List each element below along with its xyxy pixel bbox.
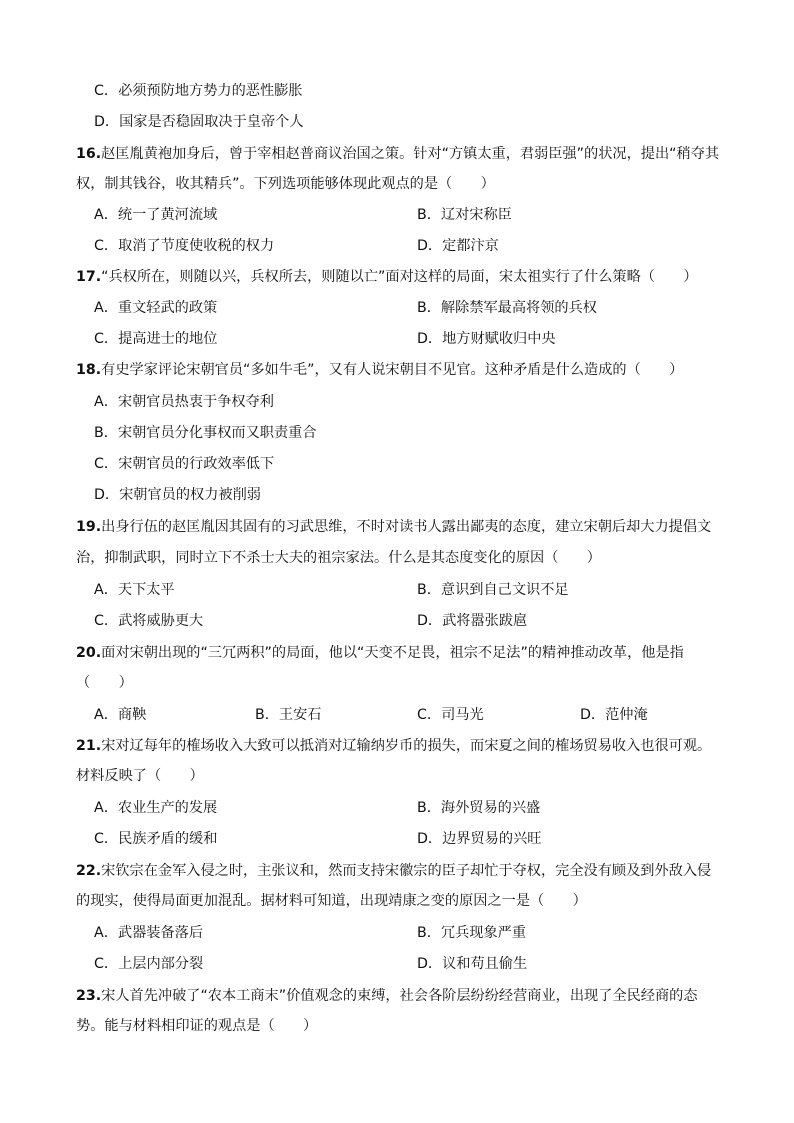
question-number: 16. — [76, 146, 102, 162]
q22-option-a: A．武器装备落后 — [94, 925, 204, 941]
question-text: 宋人首先冲破了“农本工商末”价值观念的束缚，社会各阶层纷纷经营商业，出现了全民经商的态 — [101, 988, 698, 1004]
q22-option-c: C．上层内部分裂 — [94, 956, 204, 972]
q21-option-c: C．民族矛盾的缓和 — [94, 831, 218, 847]
q21-option-b: B．海外贸易的兴盛 — [417, 800, 541, 816]
q19-option-a: A．天下太平 — [94, 582, 175, 598]
q22-option-d: D．议和苟且偷生 — [417, 956, 528, 972]
option-d-prev: D．国家是否稳固取决于皇帝个人 — [94, 114, 304, 130]
question-17-line-1 — [76, 267, 698, 287]
q20-option-b: B．王安石 — [255, 707, 322, 723]
q17-option-c: C．提高进士的地位 — [94, 331, 218, 347]
question-number: 22. — [76, 863, 102, 879]
question-22-line-1 — [76, 861, 711, 881]
q17-option-d: D．地方财赋收归中央 — [417, 331, 556, 347]
question-text: 赵匡胤黄袍加身后，曾于宰相赵普商议治国之策。针对“方镇太重，君弱臣强”的状况，提出“稍夺其 — [101, 146, 720, 162]
question-text: “兵权所在，则随以兴，兵权所去，则随以亡”面对这样的局面，宋太祖实行了什么策略（ ） — [101, 269, 698, 285]
q20-option-d: D．范仲淹 — [580, 707, 648, 723]
q21-option-d: D．边界贸易的兴旺 — [417, 831, 542, 847]
q19-option-c: C．武将威胁更大 — [94, 613, 204, 629]
q19-option-b: B．意识到自己文识不足 — [417, 582, 569, 598]
question-text: 宋对辽每年的榷场收入大致可以抵消对辽输纳岁币的损失，而宋夏之间的榷场贸易收入也很可观。 — [101, 738, 712, 754]
question-number: 23. — [76, 988, 102, 1004]
question-23-line-2: 势。能与材料相印证的观点是（ ） — [76, 1018, 318, 1034]
q19-option-d: D．武将嚣张跋扈 — [417, 613, 528, 629]
question-text: 面对宋朝出现的“三冗两积”的局面，他以“天变不足畏，祖宗不足法”的精神推动改革，他是指 — [101, 645, 684, 661]
q16-option-d: D．定都汴京 — [417, 238, 499, 254]
q18-option-c: C．宋朝官员的行政效率低下 — [94, 456, 275, 472]
q16-option-b: B．辽对宋称臣 — [417, 207, 512, 223]
question-number: 18. — [76, 362, 102, 378]
question-18-line-1 — [76, 360, 683, 380]
question-19-line-1 — [76, 517, 711, 537]
question-number: 21. — [76, 738, 102, 754]
q18-option-a: A．宋朝官员热衷于争权夺利 — [94, 394, 274, 410]
q16-option-a: A．统一了黄河流域 — [94, 207, 218, 223]
option-c-prev: C．必须预防地方势力的恶性膨胀 — [94, 83, 303, 99]
q18-option-b: B．宋朝官员分化事权而又职责重合 — [94, 425, 317, 441]
q22-option-b: B．冗兵现象严重 — [417, 925, 527, 941]
question-22-line-2: 的现实，使得局面更加混乱。据材料可知道，出现靖康之变的原因之一是（ ） — [76, 893, 587, 909]
question-16-line-1 — [76, 144, 719, 164]
question-text: 出身行伍的赵匡胤因其固有的习武思维，不时对读书人露出鄙夷的态度，建立宋朝后却大力提倡文 — [101, 519, 712, 535]
question-text: 有史学家评论宋朝官员“多如牛毛”，又有人说宋朝目不见官。这种矛盾是什么造成的（ ） — [101, 362, 684, 378]
question-20-line-2: （ ） — [76, 675, 133, 691]
question-number: 20. — [76, 645, 102, 661]
q16-option-c: C．取消了节度使收税的权力 — [94, 238, 275, 254]
q17-option-b: B．解除禁军最高将领的兵权 — [417, 300, 597, 316]
q20-option-c: C．司马光 — [417, 707, 484, 723]
question-number: 19. — [76, 519, 102, 535]
question-16-line-2: 权，制其钱谷，收其精兵”。下列选项能够体现此观点的是（ ） — [76, 176, 495, 192]
question-20-line-1 — [76, 643, 684, 663]
q18-option-d: D．宋朝官员的权力被削弱 — [94, 487, 261, 503]
q21-option-a: A．农业生产的发展 — [94, 800, 218, 816]
q20-option-a: A．商鞅 — [94, 707, 147, 723]
question-text: 宋钦宗在金军入侵之时，主张议和，然而支持宋徽宗的臣子却忙于夺权，完全没有顾及到外敌入侵 — [101, 863, 712, 879]
question-21-line-2: 材料反映了（ ） — [76, 768, 204, 784]
question-21-line-1 — [76, 736, 711, 756]
q17-option-a: A．重文轻武的政策 — [94, 300, 218, 316]
question-19-line-2: 治，抑制武职，同时立下不杀士大夫的祖宗家法。什么是其态度变化的原因（ ） — [76, 550, 601, 566]
question-23-line-1 — [76, 986, 698, 1006]
question-number: 17. — [76, 269, 102, 285]
